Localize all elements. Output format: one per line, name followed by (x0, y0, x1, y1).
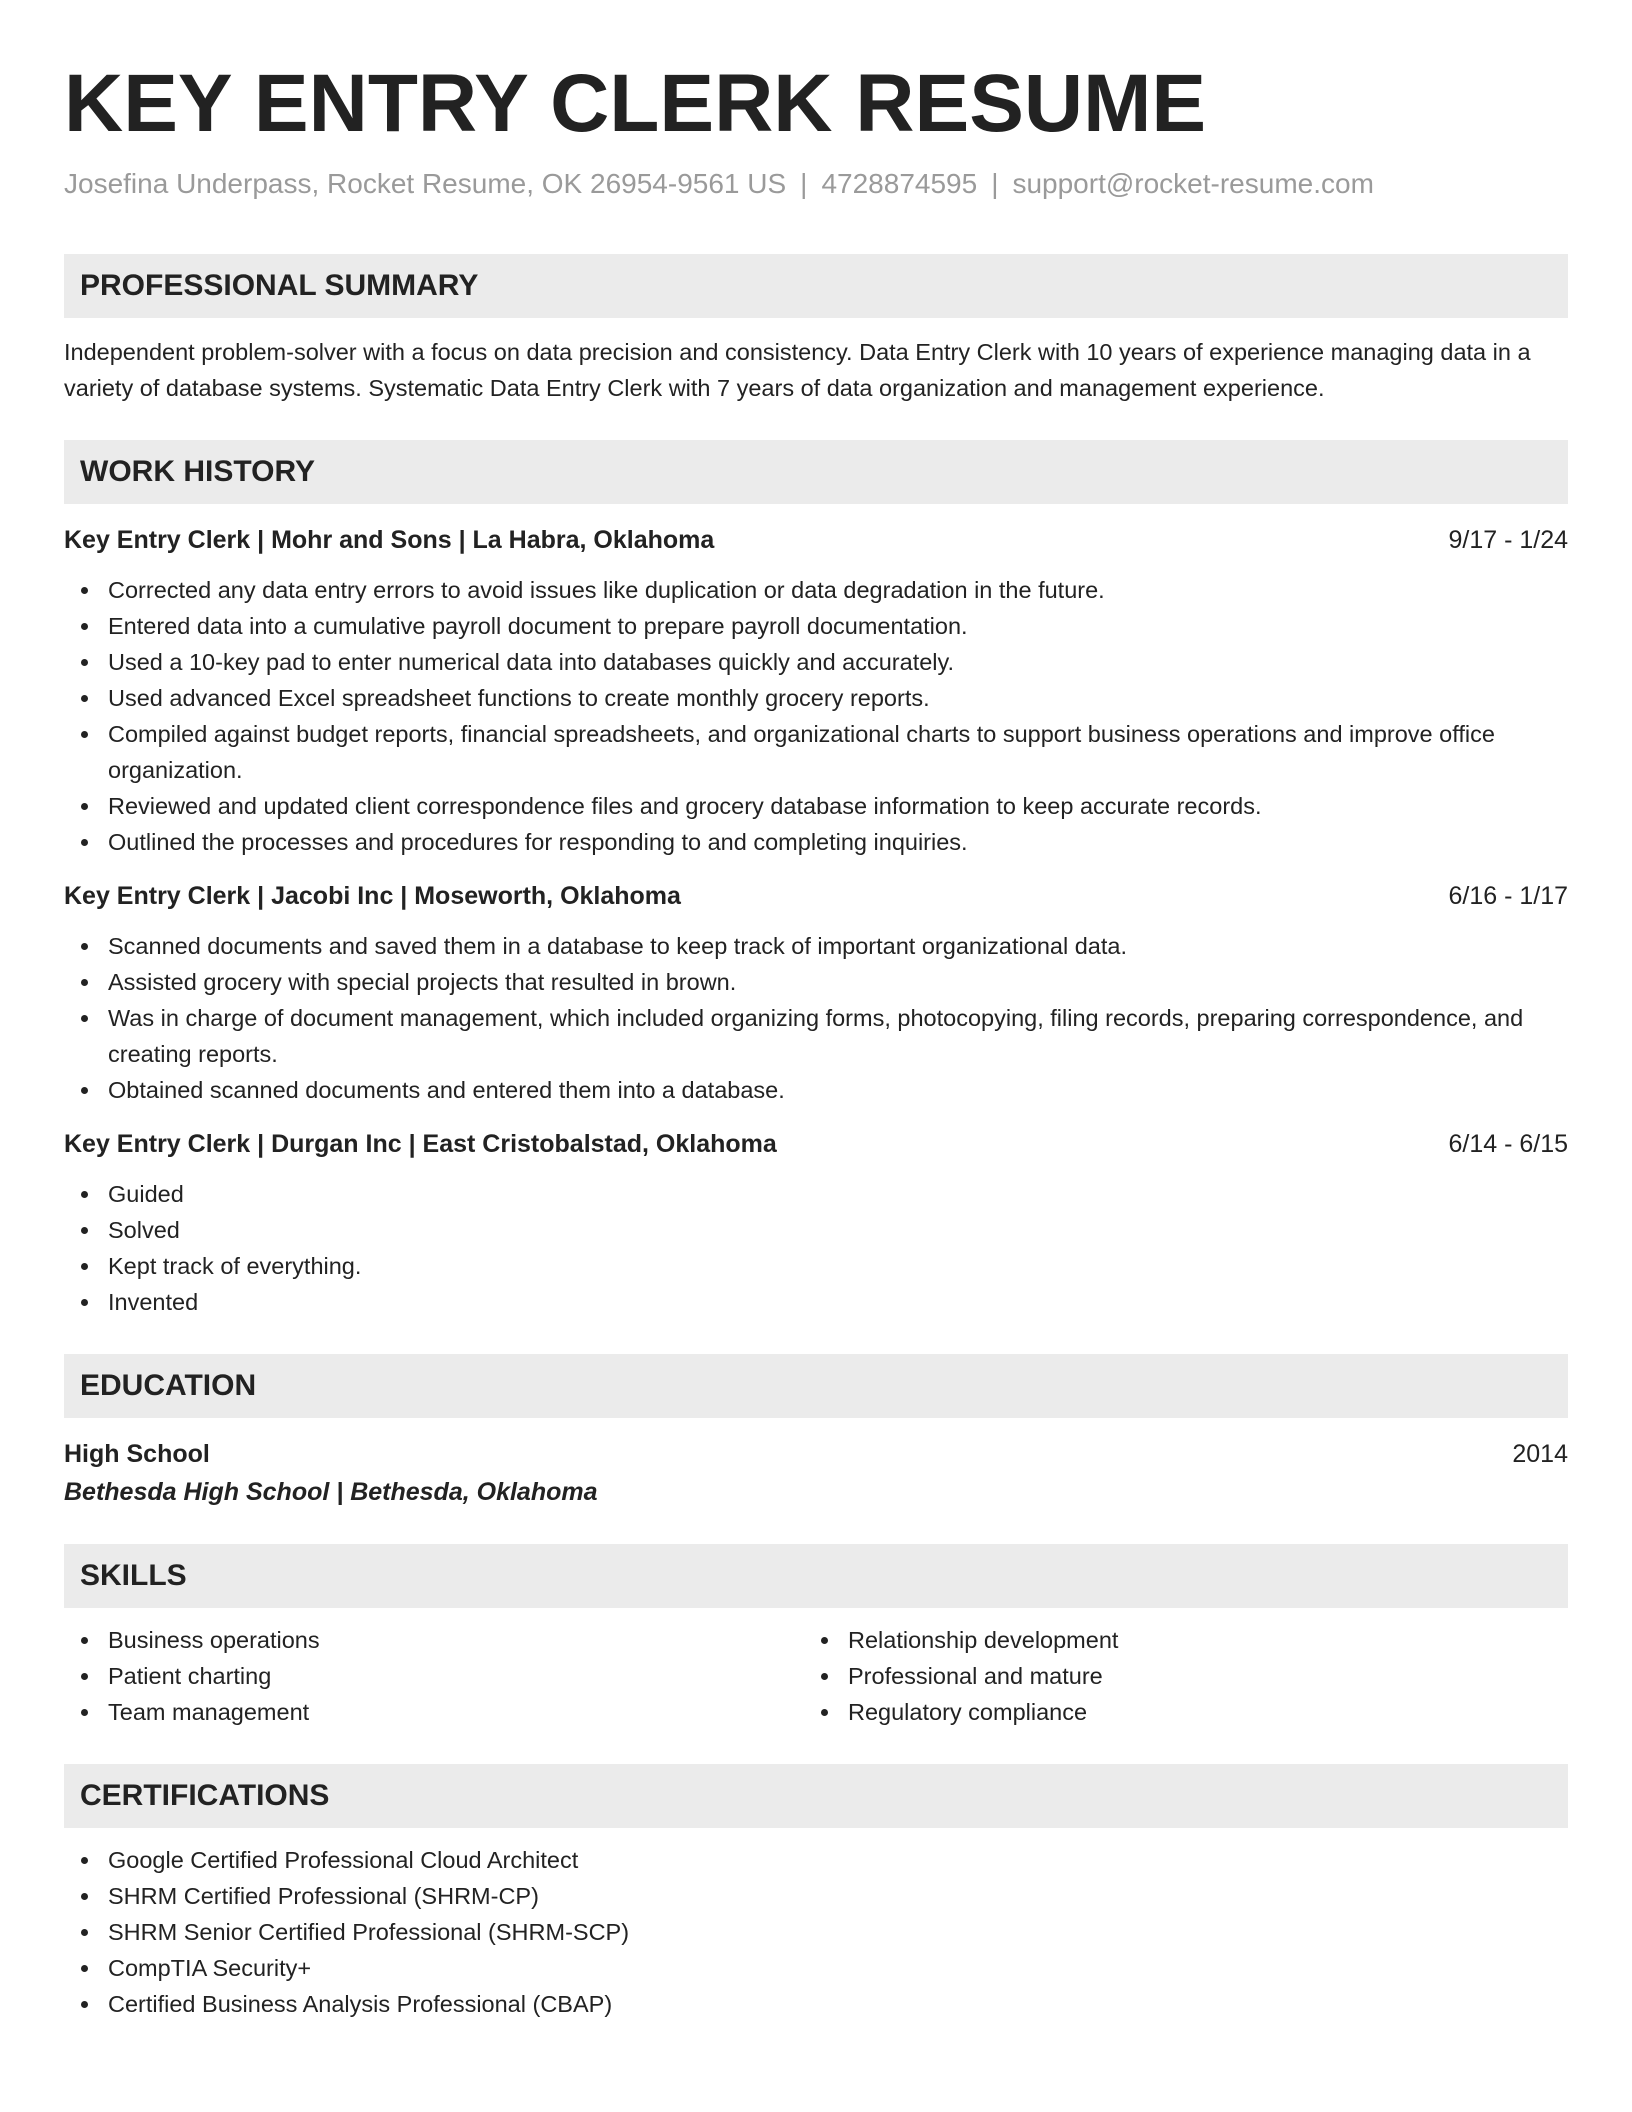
education-degree: High School (64, 1440, 210, 1468)
list-item: SHRM Certified Professional (SHRM-CP) (64, 1878, 1568, 1914)
job-entry (64, 1126, 1568, 1320)
contact-separator: | (800, 168, 808, 199)
skills-column-right (804, 1622, 1544, 1730)
list-item: Team management (64, 1694, 804, 1730)
section-header-certifications: CERTIFICATIONS (64, 1764, 1568, 1828)
job-title: Key Entry Clerk | Durgan Inc | East Cristobalstad, Oklahoma (64, 1130, 777, 1158)
list-item: Patient charting (64, 1658, 804, 1694)
list-item: Used a 10-key pad to enter numerical data into databases quickly and accurately. (64, 644, 1568, 680)
list-item: Assisted grocery with special projects that resulted in brown. (64, 964, 1568, 1000)
job-title: Key Entry Clerk | Mohr and Sons | La Habra, Oklahoma (64, 526, 715, 554)
list-item: Was in charge of document management, which included organizing forms, photocopying, filing records, preparing correspondence, and creating reports. (64, 1000, 1568, 1072)
section-header-education: EDUCATION (64, 1354, 1568, 1418)
list-item: Professional and mature (804, 1658, 1544, 1694)
contact-phone: 4728874595 (821, 168, 978, 199)
certifications-list (64, 1842, 1568, 2022)
section-header-summary: PROFESSIONAL SUMMARY (64, 254, 1568, 318)
list-item: SHRM Senior Certified Professional (SHRM-SCP) (64, 1914, 1568, 1950)
list-item: Invented (64, 1284, 1568, 1320)
list-item: Used advanced Excel spreadsheet functions to create monthly grocery reports. (64, 680, 1568, 716)
education-school: Bethesda High School | Bethesda, Oklahoma (64, 1478, 598, 1506)
job-dates: 6/14 - 6/15 (1448, 1130, 1568, 1158)
job-dates: 6/16 - 1/17 (1448, 882, 1568, 910)
list-item: Corrected any data entry errors to avoid issues like duplication or data degradation in the future. (64, 572, 1568, 608)
job-bullets (64, 1176, 1568, 1320)
list-item: Relationship development (804, 1622, 1544, 1658)
job-bullets (64, 928, 1568, 1108)
list-item: Regulatory compliance (804, 1694, 1544, 1730)
education-header (64, 1436, 1568, 1472)
list-item: Compiled against budget reports, financial spreadsheets, and organizational charts to support business operations and improve office organization. (64, 716, 1568, 788)
job-bullets (64, 572, 1568, 860)
job-title: Key Entry Clerk | Jacobi Inc | Moseworth, Oklahoma (64, 882, 681, 910)
contact-line (64, 164, 1568, 204)
contact-separator: | (991, 168, 999, 199)
list-item: Outlined the processes and procedures for responding to and completing inquiries. (64, 824, 1568, 860)
list-item: CompTIA Security+ (64, 1950, 1568, 1986)
list-item: Solved (64, 1212, 1568, 1248)
list-item: Google Certified Professional Cloud Architect (64, 1842, 1568, 1878)
resume-title: KEY ENTRY CLERK RESUME (64, 58, 1207, 149)
job-header (64, 878, 1568, 914)
job-entry (64, 522, 1568, 860)
job-header (64, 522, 1568, 558)
list-item: Business operations (64, 1622, 804, 1658)
list-item: Reviewed and updated client correspondence files and grocery database information to keep accurate records. (64, 788, 1568, 824)
job-header (64, 1126, 1568, 1162)
list-item: Entered data into a cumulative payroll document to prepare payroll documentation. (64, 608, 1568, 644)
list-item: Certified Business Analysis Professional (CBAP) (64, 1986, 1568, 2022)
list-item: Obtained scanned documents and entered them into a database. (64, 1072, 1568, 1108)
list-item: Scanned documents and saved them in a database to keep track of important organizational data. (64, 928, 1568, 964)
contact-address: Josefina Underpass, Rocket Resume, OK 26954-9561 US (64, 168, 787, 199)
section-header-work-history: WORK HISTORY (64, 440, 1568, 504)
summary-text: Independent problem-solver with a focus on data precision and consistency. Data Entry Clerk with 10 years of experience managing data in a variety of database systems. Systematic Data Entry Clerk with 7 years of data organization and management experience. (64, 339, 1531, 401)
job-entry (64, 878, 1568, 1108)
list-item: Kept track of everything. (64, 1248, 1568, 1284)
job-dates: 9/17 - 1/24 (1448, 526, 1568, 554)
list-item: Guided (64, 1176, 1568, 1212)
education-year: 2014 (1512, 1440, 1568, 1468)
skills-grid (64, 1622, 1568, 1730)
skills-column-left (64, 1622, 804, 1730)
section-header-skills: SKILLS (64, 1544, 1568, 1608)
contact-email: support@rocket-resume.com (1012, 168, 1374, 199)
